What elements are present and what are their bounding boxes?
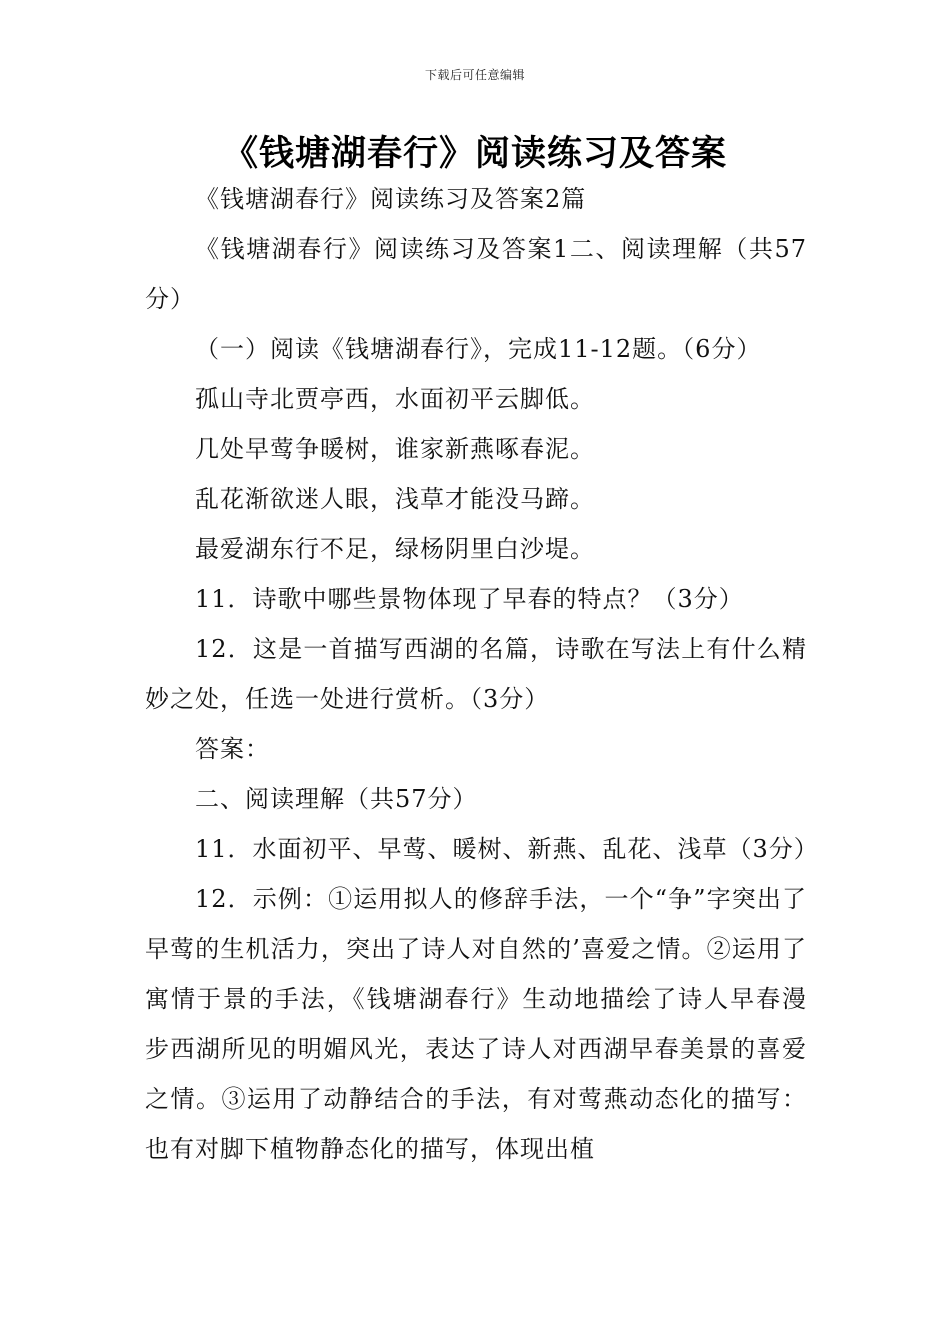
paragraph-instruction: （一）阅读《钱塘湖春行》，完成11-12题。（6分） xyxy=(195,335,762,363)
paragraph-subtitle: 《钱塘湖春行》阅读练习及答案2篇 xyxy=(195,185,587,213)
answer-heading: 答案： xyxy=(195,735,270,763)
poem-line-1: 孤山寺北贾亭西，水面初平云脚低。 xyxy=(195,385,595,413)
answer-12: 12．示例：①运用拟人的修辞手法，一个“争”字突出了早莺的生机活力，突出了诗人对自然的’喜爱之情。②运用了寓情于景的手法，《钱塘湖春行》生动地描绘了诗人早春漫步西湖所见的明媚风光，表达了诗人对西湖早春美景的喜爱之情。③运用了动静结合的手法，有对莺燕动态化的描写：也有对脚下植物静态化的描写，体现出植 xyxy=(145,885,807,1163)
header-note: 下载后可任意编辑 xyxy=(424,68,525,82)
answer-11: 11．水面初平、早莺、暖树、新燕、乱花、浅草（3分） xyxy=(195,835,819,863)
document-title: 《钱塘湖春行》阅读练习及答案 xyxy=(222,134,727,174)
document-body xyxy=(145,174,819,1174)
question-12: 12．这是一首描写西湖的名篇，诗歌在写法上有什么精妙之处，任选一处进行赏析。（3分） xyxy=(145,635,807,713)
question-11: 11．诗歌中哪些景物体现了早春的特点？（3分） xyxy=(195,585,744,613)
poem-line-3: 乱花渐欲迷人眼，浅草才能没马蹄。 xyxy=(195,485,595,513)
poem-line-4: 最爱湖东行不足，绿杨阴里白沙堤。 xyxy=(195,535,595,563)
poem-line-2: 几处早莺争暖树，谁家新燕啄春泥。 xyxy=(195,435,595,463)
answer-section-heading: 二、阅读理解（共57分） xyxy=(195,785,478,813)
paragraph-section-intro: 《钱塘湖春行》阅读练习及答案1二、阅读理解（共57分） xyxy=(145,235,807,313)
